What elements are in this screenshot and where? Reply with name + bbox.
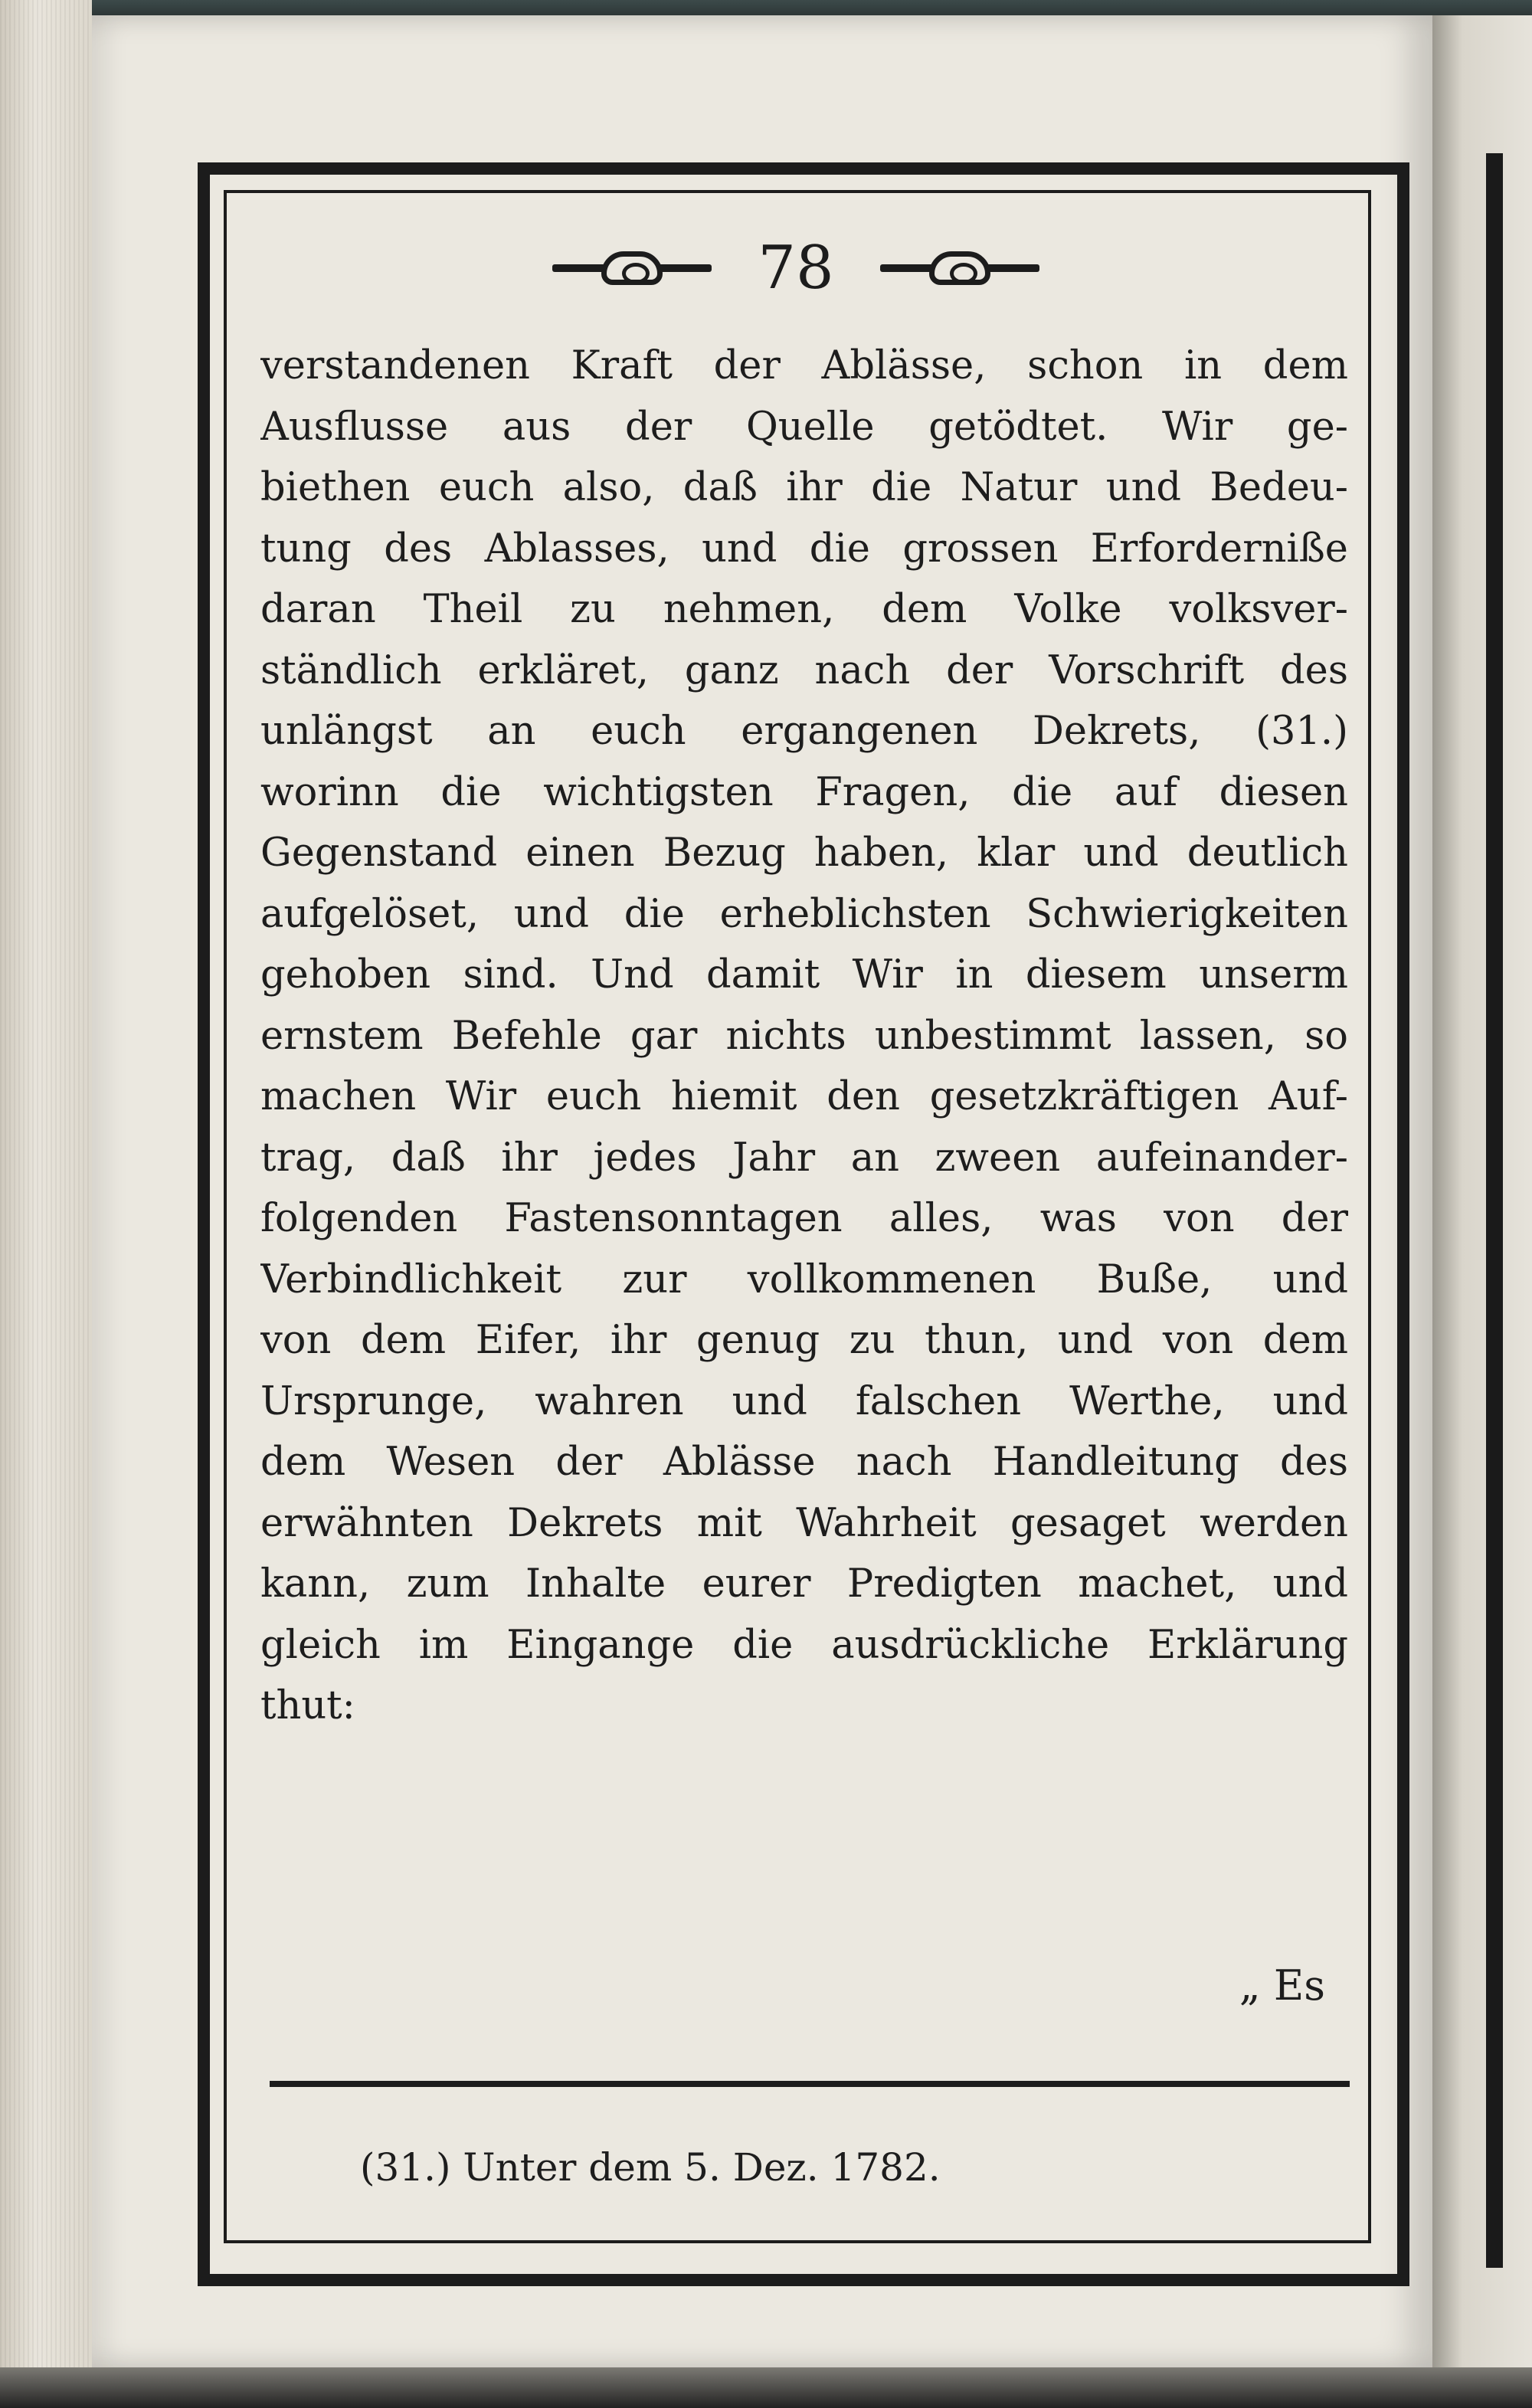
text-line: aufgelöset, und die erheblichsten Schwierigkeiten — [260, 891, 1348, 937]
photo-background-bottom — [0, 2367, 1532, 2408]
text-line: dem Wesen der Ablässe nach Handleitung des — [260, 1440, 1348, 1485]
text-line: Ausflusse aus der Quelle getödtet. Wir ge- — [260, 404, 1348, 450]
text-line: Verbindlichkeit zur vollkommenen Buße, und — [260, 1256, 1348, 1302]
page-number: 78 — [758, 234, 834, 303]
text-line: verstandenen Kraft der Ablässe, schon in dem — [260, 343, 1348, 388]
text-line: Ursprunge, wahren und falschen Werthe, und — [260, 1378, 1348, 1424]
text-line: tung des Ablasses, und die grossen Erforderniße — [260, 526, 1348, 572]
text-line: trag, daß ihr jedes Jahr an zween aufeinander- — [260, 1135, 1348, 1181]
text-line: unlängst an euch ergangenen Dekrets, (31.) — [260, 709, 1348, 754]
text-line: machen Wir euch hiemit den gesetzkräftigen Auf- — [260, 1074, 1348, 1119]
catchword: „ Es — [1239, 1961, 1325, 2010]
text-line: ernstem Befehle gar nichts unbestimmt lassen, so — [260, 1013, 1348, 1059]
ornament-right-icon — [880, 251, 1039, 285]
page-stack-edge — [0, 0, 92, 2408]
page-header — [224, 230, 1368, 306]
text-line: biethen euch also, daß ihr die Natur und Bedeu- — [260, 465, 1348, 510]
facing-page-border — [1486, 153, 1503, 2268]
text-line: Gegenstand einen Bezug haben, klar und deutlich — [260, 831, 1348, 876]
body-text — [260, 336, 1348, 1737]
ornament-left-icon — [552, 251, 712, 285]
text-line: ständlich erkläret, ganz nach der Vorschrift des — [260, 647, 1348, 693]
footnote: (31.) Unter dem 5. Dez. 1782. — [360, 2145, 941, 2190]
text-line: gehoben sind. Und damit Wir in diesem unserm — [260, 952, 1348, 998]
facing-page-edge — [1432, 15, 1532, 2367]
text-line: thut: — [260, 1683, 355, 1728]
text-line: folgenden Fastensonntagen alles, was von der — [260, 1196, 1348, 1241]
text-line: daran Theil zu nehmen, dem Volke volksver- — [260, 587, 1348, 632]
text-line: gleich im Eingange die ausdrückliche Erklärung — [260, 1622, 1348, 1668]
text-line: von dem Eifer, ihr genug zu thun, und von dem — [260, 1318, 1348, 1363]
footnote-rule — [270, 2081, 1350, 2087]
text-line: worinn die wichtigsten Fragen, die auf diesen — [260, 769, 1348, 815]
text-line: erwähnten Dekrets mit Wahrheit gesaget werden — [260, 1500, 1348, 1546]
text-line: kann, zum Inhalte eurer Predigten machet, und — [260, 1561, 1348, 1607]
